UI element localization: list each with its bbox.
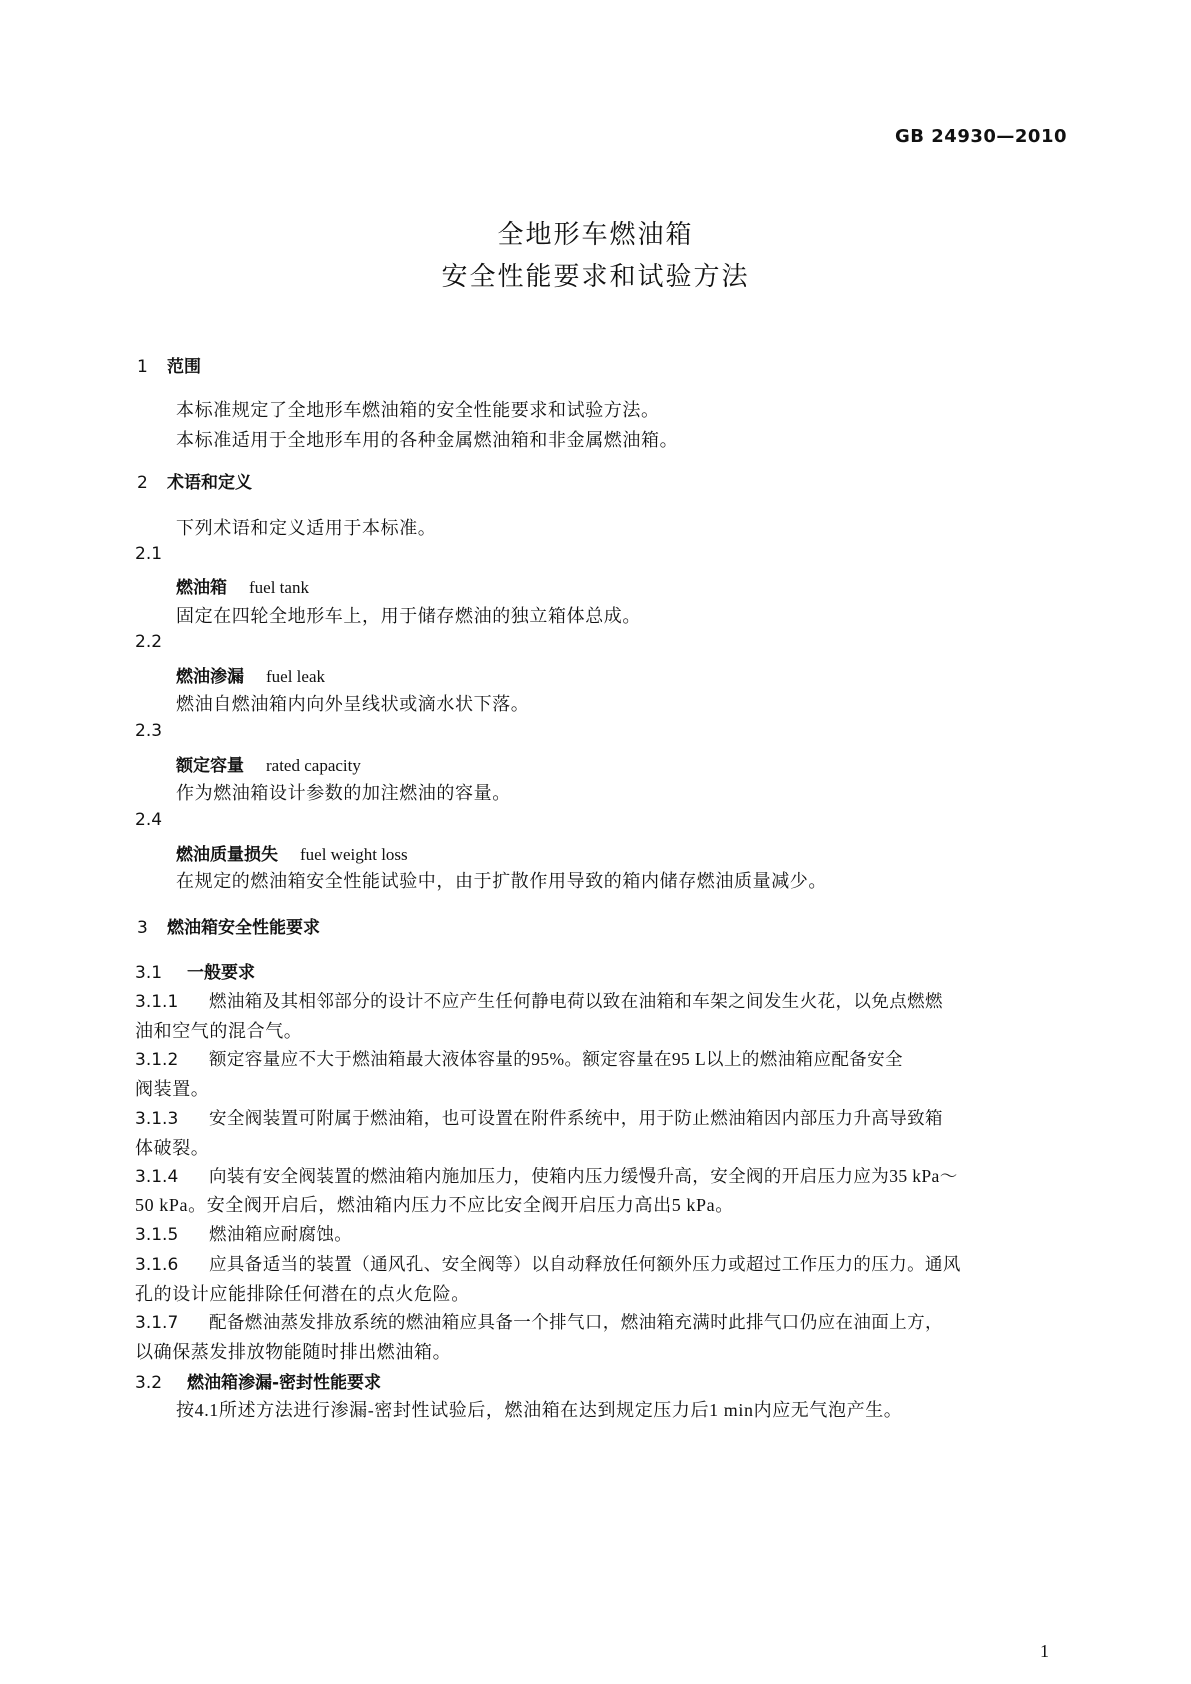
section-title: 燃油箱安全性能要求 — [167, 918, 320, 938]
clause-3-1-5 — [135, 1221, 352, 1246]
clause-continuation: 体破裂。 — [135, 1138, 210, 1158]
paragraph: 下列术语和定义适用于本标准。 — [176, 518, 437, 538]
subsection-3-1-heading — [135, 958, 255, 983]
standard-number: GB 24930—2010 — [895, 126, 1067, 147]
clause-3-1-6 — [135, 1251, 961, 1276]
paragraph: 本标准规定了全地形车燃油箱的安全性能要求和试验方法。 — [176, 400, 660, 420]
term-definition: 作为燃油箱设计参数的加注燃油的容量。 — [176, 783, 511, 803]
clause-continuation: 孔的设计应能排除任何潜在的点火危险。 — [135, 1284, 470, 1304]
section-1-heading — [137, 352, 201, 377]
clause-number: 3.1.4 — [135, 1167, 179, 1187]
term-en: fuel weight loss — [300, 845, 408, 864]
clause-number: 3.1.7 — [135, 1313, 179, 1333]
term-en: fuel leak — [266, 667, 325, 686]
section-title: 术语和定义 — [167, 473, 252, 493]
subsection-title: 一般要求 — [187, 963, 255, 983]
term-zh: 额定容量 — [176, 756, 244, 776]
clause-3-1-3 — [135, 1105, 943, 1130]
subsection-3-2-heading — [135, 1368, 381, 1393]
clause-3-1-1 — [135, 988, 943, 1013]
term-zh: 燃油质量损失 — [176, 845, 278, 865]
clause-text: 安全阀装置可附属于燃油箱，也可设置在附件系统中，用于防止燃油箱因内部压力升高导致箱 — [209, 1108, 943, 1128]
clause-number: 3.1.2 — [135, 1050, 179, 1070]
term-entry — [176, 573, 309, 598]
clause-number: 3.1.1 — [135, 992, 179, 1012]
clause-text: 配备燃油蒸发排放系统的燃油箱应具备一个排气口，燃油箱充满时此排气口仍应在油面上方， — [209, 1312, 943, 1332]
section-number: 2 — [137, 473, 148, 493]
subsection-number: 3.1 — [135, 963, 163, 983]
page-number: 1 — [1040, 1641, 1049, 1661]
section-number: 1 — [137, 357, 148, 377]
term-entry — [176, 840, 408, 865]
term-definition: 在规定的燃油箱安全性能试验中，由于扩散作用导致的箱内储存燃油质量减少。 — [176, 871, 827, 891]
clause-text: 向装有安全阀装置的燃油箱内施加压力，使箱内压力缓慢升高，安全阀的开启压力应为35 kPa～ — [209, 1166, 958, 1186]
section-3-heading — [137, 913, 320, 938]
clause-number: 3.1.5 — [135, 1225, 179, 1245]
paragraph: 按4.1所述方法进行渗漏-密封性试验后，燃油箱在达到规定压力后1 min内应无气泡产生。 — [176, 1400, 903, 1420]
term-en: fuel tank — [249, 578, 309, 597]
clause-3-1-2 — [135, 1046, 903, 1071]
term-number: 2.3 — [135, 721, 163, 741]
term-en: rated capacity — [266, 756, 361, 775]
document-title-line-1: 全地形车燃油箱 — [497, 220, 694, 250]
clause-3-1-7 — [135, 1309, 943, 1334]
clause-number: 3.1.3 — [135, 1109, 179, 1129]
section-number: 3 — [137, 918, 148, 938]
term-entry — [176, 751, 361, 776]
term-definition: 燃油自燃油箱内向外呈线状或滴水状下落。 — [176, 694, 530, 714]
section-title: 范围 — [167, 357, 201, 377]
clause-text: 燃油箱及其相邻部分的设计不应产生任何静电荷以致在油箱和车架之间发生火花，以免点燃燃 — [209, 991, 943, 1011]
term-zh: 燃油渗漏 — [176, 667, 244, 687]
subsection-number: 3.2 — [135, 1373, 163, 1393]
clause-3-1-4 — [135, 1163, 958, 1188]
section-2-heading — [137, 468, 252, 493]
term-number: 2.4 — [135, 810, 163, 830]
term-number: 2.1 — [135, 544, 163, 564]
clause-continuation: 阀装置。 — [135, 1079, 210, 1099]
clause-continuation: 50 kPa。安全阀开启后，燃油箱内压力不应比安全阀开启压力高出5 kPa。 — [135, 1195, 734, 1215]
clause-continuation: 油和空气的混合气。 — [135, 1021, 303, 1041]
clause-number: 3.1.6 — [135, 1255, 179, 1275]
subsection-title: 燃油箱渗漏-密封性能要求 — [187, 1373, 382, 1393]
term-definition: 固定在四轮全地形车上，用于储存燃油的独立箱体总成。 — [176, 606, 641, 626]
term-number: 2.2 — [135, 632, 163, 652]
clause-text: 燃油箱应耐腐蚀。 — [209, 1224, 353, 1244]
document-title-line-2: 安全性能要求和试验方法 — [441, 262, 750, 292]
clause-continuation: 以确保蒸发排放物能随时排出燃油箱。 — [135, 1342, 452, 1362]
term-entry — [176, 662, 325, 687]
clause-text: 应具备适当的装置（通风孔、安全阀等）以自动释放任何额外压力或超过工作压力的压力。通风 — [209, 1254, 961, 1274]
term-zh: 燃油箱 — [176, 578, 227, 598]
clause-text: 额定容量应不大于燃油箱最大液体容量的95%。额定容量在95 L以上的燃油箱应配备安全 — [209, 1049, 903, 1069]
paragraph: 本标准适用于全地形车用的各种金属燃油箱和非金属燃油箱。 — [176, 430, 679, 450]
